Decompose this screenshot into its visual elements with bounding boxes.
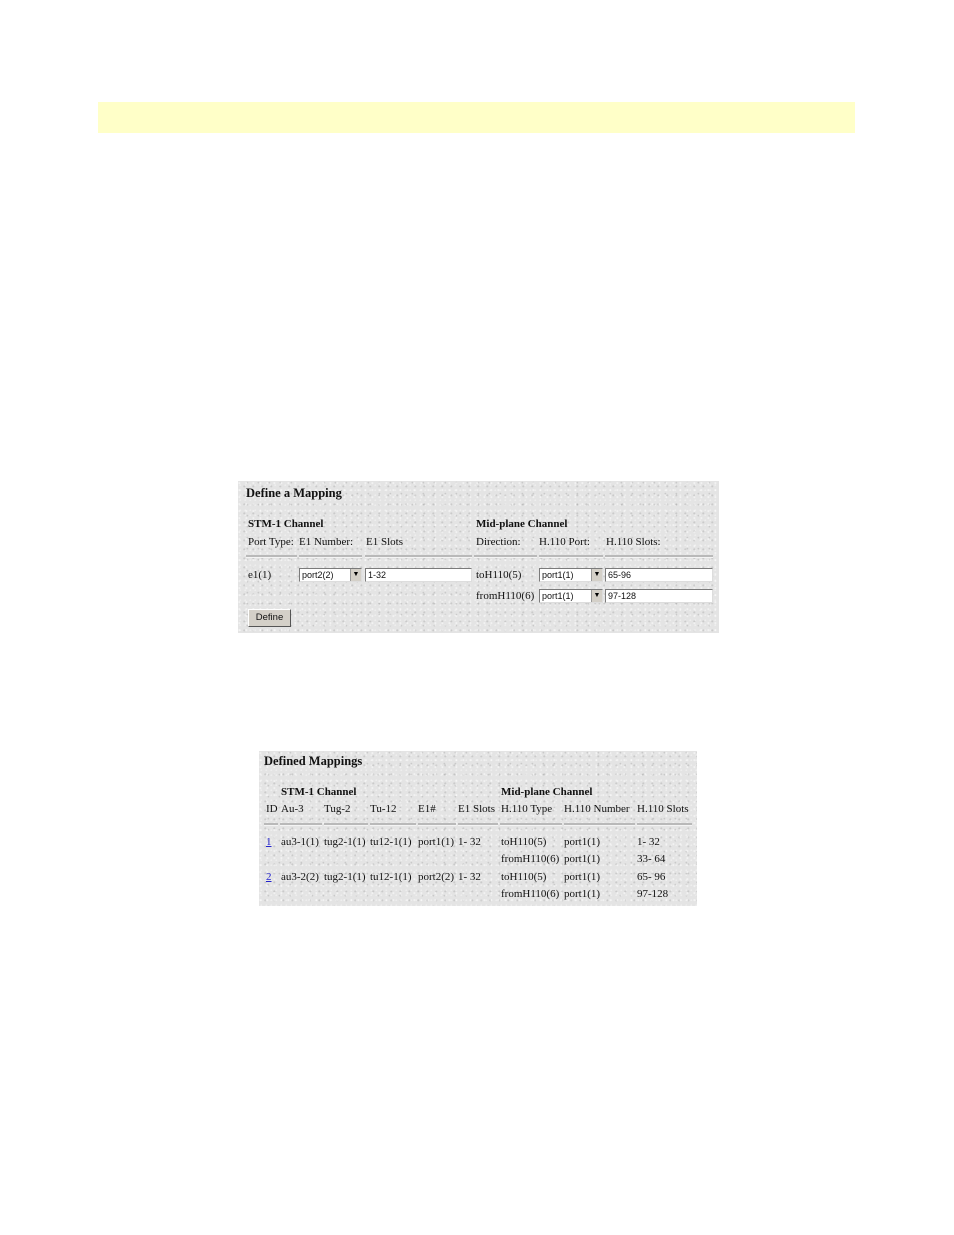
header-divider xyxy=(637,823,692,826)
defined-mappings-panel xyxy=(259,751,697,906)
tug2-cell: tug2-1(1) xyxy=(324,836,366,848)
h110-slots-cell: 1- 32 xyxy=(637,836,660,848)
h110-number-cell: port1(1) xyxy=(564,853,601,865)
e1-number-select[interactable] xyxy=(299,568,362,582)
direction-header: Direction: xyxy=(476,536,521,548)
h110-number-header: H.110 Number xyxy=(564,803,630,815)
h110-slots-cell: 65- 96 xyxy=(637,871,666,883)
e1-number-cell: port2(2) xyxy=(418,871,455,883)
tug2-cell: tug2-1(1) xyxy=(324,871,366,883)
tug2-header: Tug-2 xyxy=(324,803,351,815)
header-divider xyxy=(365,555,472,558)
h110-slots-value: 65-96 xyxy=(608,570,632,580)
h110-type-cell: toH110(5) xyxy=(501,871,547,883)
h110-type-header: H.110 Type xyxy=(501,803,553,815)
au3-cell: au3-2(2) xyxy=(281,871,319,883)
header-divider xyxy=(324,823,368,826)
h110-port-header: H.110 Port: xyxy=(539,536,590,548)
port-type-header: Port Type: xyxy=(248,536,294,548)
au3-cell: au3-1(1) xyxy=(281,836,319,848)
h110-number-cell: port1(1) xyxy=(564,871,601,883)
header-divider xyxy=(280,823,322,826)
h110-slots-value: 97-128 xyxy=(608,591,637,601)
h110-slots-input[interactable] xyxy=(605,589,713,603)
define-mapping-title: Define a Mapping xyxy=(246,486,342,500)
h110-port-select[interactable] xyxy=(539,568,603,582)
tu12-cell: tu12-1(1) xyxy=(370,871,412,883)
e1-number-selected: port2(2) xyxy=(302,570,334,580)
au3-header: Au-3 xyxy=(281,803,304,815)
midplane-channel-heading: Mid-plane Channel xyxy=(476,518,568,530)
h110-port-selected: port1(1) xyxy=(542,591,574,601)
h110-slots-header: H.110 Slots: xyxy=(606,536,661,548)
h110-type-cell: fromH110(6) xyxy=(501,853,560,865)
direction-value: toH110(5) xyxy=(476,569,522,581)
h110-slots-input[interactable] xyxy=(605,568,713,582)
h110-slots-cell: 97-128 xyxy=(637,888,669,900)
h110-number-cell: port1(1) xyxy=(564,836,601,848)
tu12-cell: tu12-1(1) xyxy=(370,836,412,848)
h110-slots-cell: 33- 64 xyxy=(637,853,666,865)
header-divider xyxy=(246,555,297,558)
header-divider xyxy=(299,555,362,558)
e1-slots-cell: 1- 32 xyxy=(458,836,481,848)
id-header: ID xyxy=(266,803,278,815)
midplane-channel-heading: Mid-plane Channel xyxy=(501,786,593,798)
header-divider xyxy=(458,823,498,826)
define-mapping-panel xyxy=(238,481,719,633)
e1-number-cell: port1(1) xyxy=(418,836,455,848)
stm-channel-heading: STM-1 Channel xyxy=(248,518,324,530)
chevron-down-icon[interactable]: ▼ xyxy=(591,590,602,602)
mapping-id-link[interactable]: 2 xyxy=(266,871,272,883)
e1-slots-header: E1 Slots xyxy=(366,536,403,548)
header-divider xyxy=(370,823,416,826)
h110-slots-header: H.110 Slots xyxy=(637,803,689,815)
e1-slots-header: E1 Slots xyxy=(458,803,495,815)
e1-slots-input[interactable] xyxy=(365,568,472,582)
port-type-value: e1(1) xyxy=(248,569,272,581)
e1-number-header: E1 Number: xyxy=(299,536,354,548)
header-divider xyxy=(605,555,713,558)
header-divider xyxy=(418,823,456,826)
h110-type-cell: fromH110(6) xyxy=(501,888,560,900)
h110-port-select[interactable] xyxy=(539,589,603,603)
h110-number-cell: port1(1) xyxy=(564,888,601,900)
h110-type-cell: toH110(5) xyxy=(501,836,547,848)
e1-slots-cell: 1- 32 xyxy=(458,871,481,883)
e1-slots-value: 1-32 xyxy=(368,570,387,580)
define-button[interactable]: Define xyxy=(248,609,291,627)
e1-number-header: E1# xyxy=(418,803,436,815)
header-divider xyxy=(264,823,278,826)
tu12-header: Tu-12 xyxy=(370,803,397,815)
direction-value: fromH110(6) xyxy=(476,590,535,602)
chevron-down-icon[interactable]: ▼ xyxy=(591,569,602,581)
h110-port-selected: port1(1) xyxy=(542,570,574,580)
header-banner xyxy=(98,102,855,133)
header-divider xyxy=(500,823,562,826)
stm-channel-heading: STM-1 Channel xyxy=(281,786,357,798)
defined-mappings-title: Defined Mappings xyxy=(264,754,363,768)
header-divider xyxy=(474,555,537,558)
mapping-id-link[interactable]: 1 xyxy=(266,836,272,848)
header-divider xyxy=(564,823,635,826)
header-divider xyxy=(539,555,603,558)
chevron-down-icon[interactable]: ▼ xyxy=(350,569,361,581)
